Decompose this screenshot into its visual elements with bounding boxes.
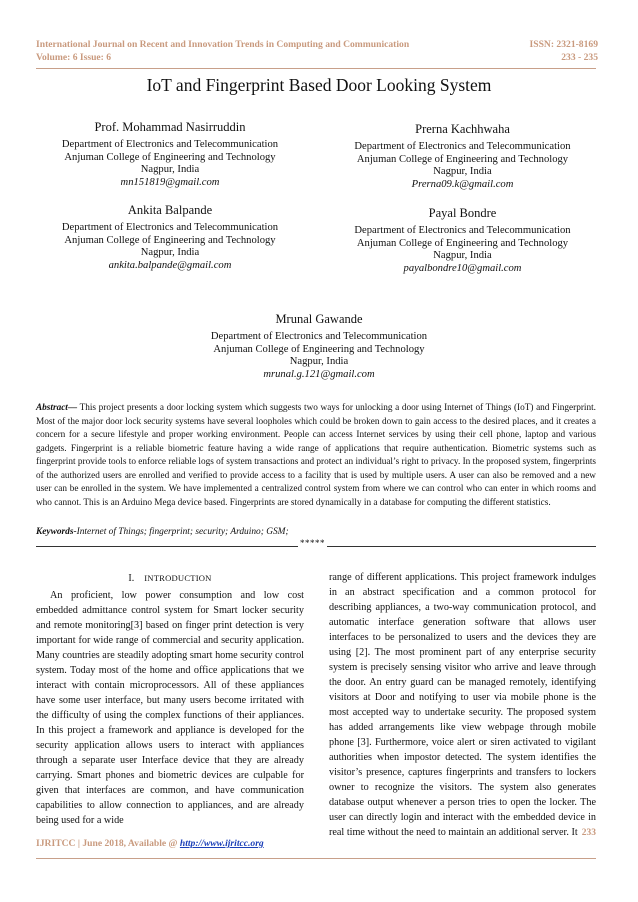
issn: ISSN: 2321-8169 <box>529 39 598 50</box>
author-name: Prof. Mohammad Nasirruddin <box>94 120 246 134</box>
body-column-right: range of different applications. This project framework indulges in an abstract specification and a common protocol for describing appliances, a two-way communication protocol, and automatic interface generation software that allows user interfaces to be personalized to users and the devices they are using [2]. The most prominent part of any enterprise security system is precisely sensing visitor who arrive and leave through the door. An entry guard can be managed remotely, identifying visitors at Door and notifying to user via mobile phone is the most accepted way to undertake security. The proposed system has added arrangements like view webpage through mobile phone [3]. Furthermore, voice alert or siren activated to vigilant authorities when impostor detected. The system identifies the visitor’s presence, captures fingerprints and transfers to lockers owner to recognize the visitors. The system also generates database output whenever a person tries to open the locker. The user can directly login and interact with the embedded device in real time without the need to maintain an additional server. It <box>329 572 596 838</box>
header-rule <box>36 68 596 69</box>
author-college: Anjuman College of Engineering and Technology <box>213 343 425 355</box>
body-column-left: An proficient, low power consumption and low cost embedded admittance control system for Smart locker security and remote monitoring[3] based on finger print detection is very important for wide range of commercial and security application. Many countries are steadily adopting smart home security control system. Today most of the home and office applications that we interact with contain microprocessors. All of these appliances have some user interface, but many users become irritated with the difficulty of using the complex functions of their appliances. In this project a framework and appliance is developed for the security application allows users to interact with appliances through a separate user Interface device that they are already carrying. Smart phones and biometric devices are culpable for given that interfaces are common, and have communication capabilities to allow connection to appliances, and are already being used for a wide <box>36 590 304 826</box>
author-college: Anjuman College of Engineering and Technology <box>356 237 569 249</box>
section-number: I. <box>128 573 135 584</box>
author-name: Prerna Kachhwaha <box>415 122 510 136</box>
paper-title: IoT and Fingerprint Based Door Looking System <box>146 75 492 95</box>
journal-name: International Journal on Recent and Innovation Trends in Computing and Communication <box>36 39 410 50</box>
keywords-label: Keywords- <box>36 527 77 537</box>
page-range: 233 - 235 <box>561 52 598 63</box>
separator-stars: ***** <box>300 538 325 548</box>
author-block-2 <box>329 123 596 192</box>
footer <box>36 838 264 849</box>
author-college: Anjuman College of Engineering and Technology <box>356 153 569 165</box>
section-heading <box>36 573 304 584</box>
author-city: Nagpur, India <box>140 164 200 176</box>
abstract-text: This project presents a door locking system which suggests two ways for unlocking a door using Internet of Things (IoT) and Fingerprint. Most of the major door lock security systems have several loopholes which could be broken down to gain access to the desired places, and it creates a concern for a secure lifestyle and proper working environment. People can access Internet services by using their cell phone, laptop and various gadgets. Fingerprint is a reliable biometric feature having a wide range of applications that require authentication. Biometric systems such as fingerprint provide tools to enforce reliable logs of system transactions and protect an individual’s right to privacy. In the proposed system, fingerprints of the authorized users are enrolled and verified to provide access to a facility that is used by multiple users. A user can also be removed and a new user can be enrolled in the system. We have implemented a centralized control system from where we can control who can enter in which rooms and who cannot. This is an Arduino Mega device based. Fingerprints are stored dynamically in a database for computing the different statistics. <box>36 403 596 508</box>
section-title: INTRODUCTION <box>144 573 212 583</box>
footer-rule <box>36 858 596 859</box>
author-email: payalbondre10@gmail.com <box>403 263 522 275</box>
author-college: Anjuman College of Engineering and Technology <box>64 151 276 163</box>
author-email: mn151819@gmail.com <box>120 177 220 189</box>
journal-link[interactable]: http://www.ijritcc.org <box>179 838 264 849</box>
author-block-5 <box>180 313 458 382</box>
author-name: Payal Bondre <box>428 206 497 220</box>
author-dept: Department of Electronics and Telecommunication <box>61 138 279 150</box>
author-city: Nagpur, India <box>433 166 492 178</box>
author-block-3 <box>36 204 304 273</box>
author-city: Nagpur, India <box>140 247 200 259</box>
author-name: Mrunal Gawande <box>275 312 363 326</box>
journal-header-left <box>36 38 409 64</box>
author-city: Nagpur, India <box>433 250 492 262</box>
author-dept: Department of Electronics and Telecommunication <box>210 330 428 342</box>
author-name: Ankita Balpande <box>127 203 213 217</box>
author-city: Nagpur, India <box>289 356 349 368</box>
author-block-1 <box>36 121 304 190</box>
footer-text: IJRITCC | June 2018, Available @ <box>36 838 180 849</box>
author-dept: Department of Electronics and Telecommunication <box>61 221 279 233</box>
author-block-4 <box>329 207 596 276</box>
author-college: Anjuman College of Engineering and Technology <box>64 234 276 246</box>
page-number: 233 <box>581 828 596 838</box>
abstract-label: Abstract— <box>36 403 78 413</box>
author-email: mrunal.g.121@gmail.com <box>263 369 375 381</box>
keywords-text: Internet of Things; fingerprint; security; Arduino; GSM; <box>76 527 289 537</box>
abstract <box>36 402 596 510</box>
author-email: Prerna09.k@gmail.com <box>411 179 514 191</box>
keywords <box>36 527 289 537</box>
author-email: ankita.balpande@gmail.com <box>108 260 232 272</box>
volume-issue: Volume: 6 Issue: 6 <box>36 52 112 63</box>
author-dept: Department of Electronics and Telecommunication <box>354 224 571 236</box>
author-dept: Department of Electronics and Telecommunication <box>354 140 571 152</box>
journal-header-right <box>530 38 599 64</box>
